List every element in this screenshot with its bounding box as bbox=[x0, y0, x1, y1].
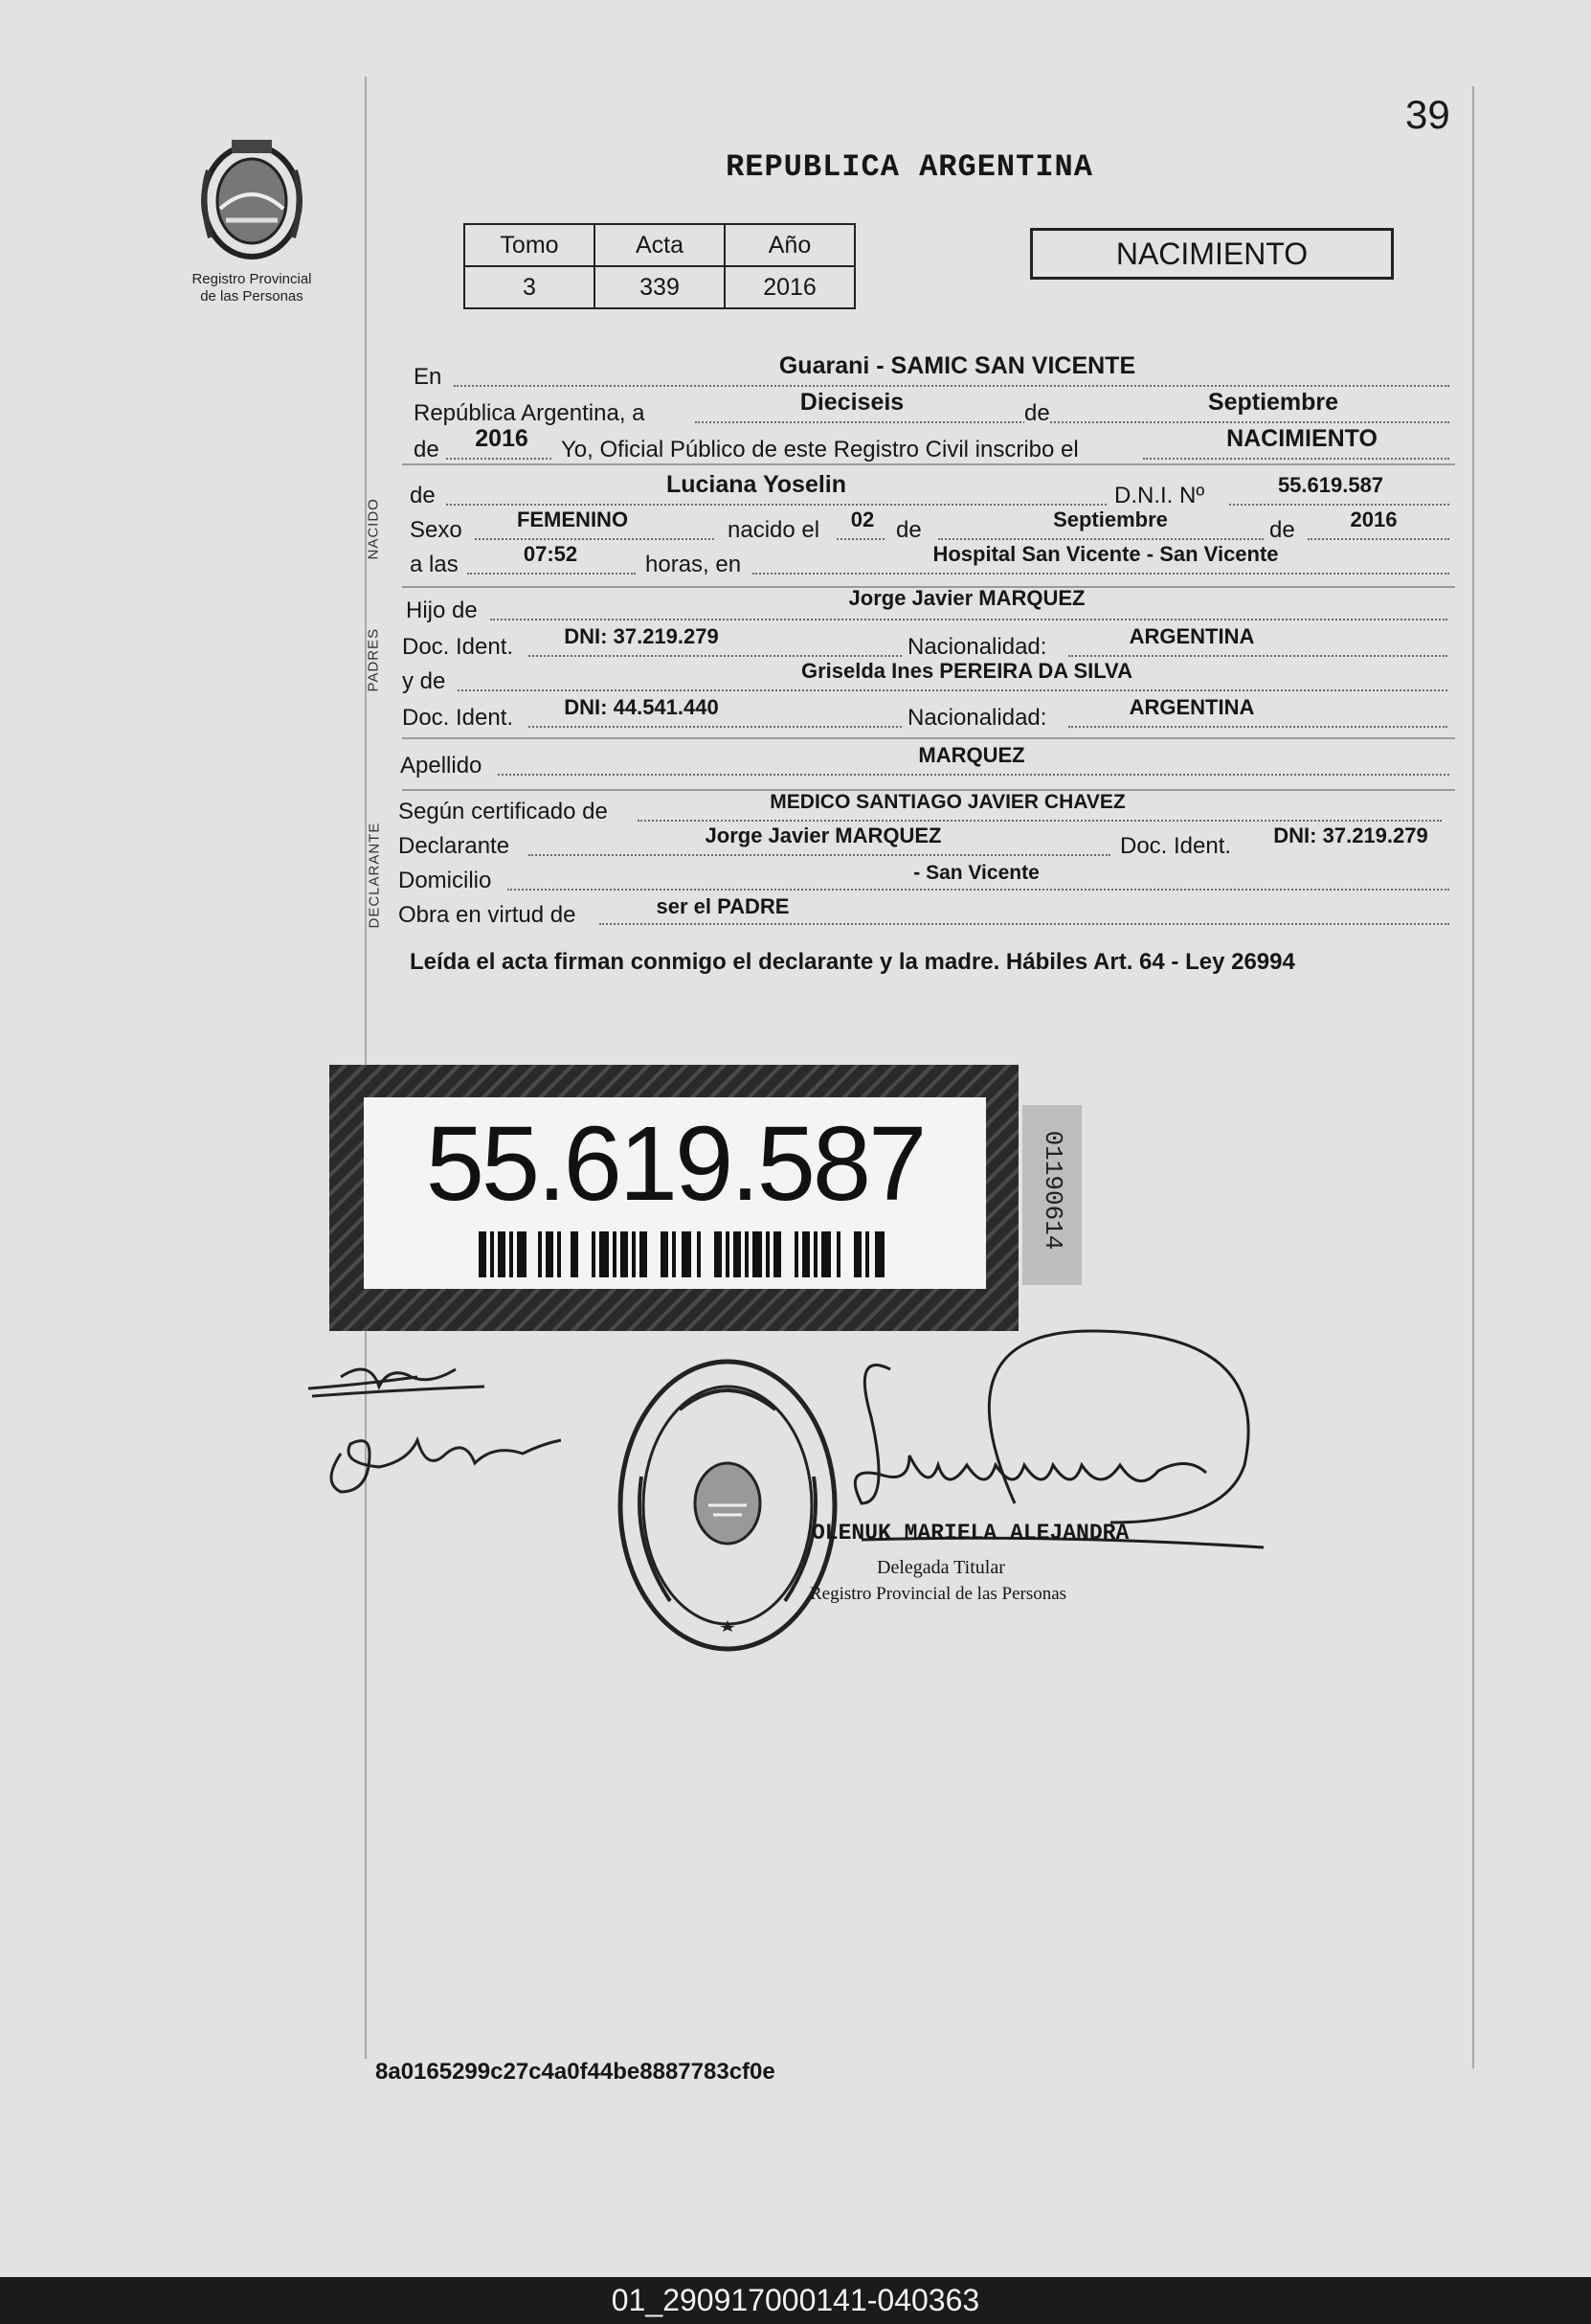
dotted-leader bbox=[1068, 655, 1447, 657]
declarant-label: Declarante bbox=[398, 833, 510, 859]
de-label: de bbox=[414, 437, 439, 463]
nationality-label: Nacionalidad: bbox=[908, 705, 1047, 731]
register-value-acta: 339 bbox=[594, 266, 725, 308]
dotted-leader bbox=[467, 573, 636, 575]
province-seal bbox=[174, 132, 329, 320]
dotted-leader bbox=[446, 458, 551, 460]
certificate-value: MEDICO SANTIAGO JAVIER CHAVEZ bbox=[770, 791, 1126, 813]
father-name: Jorge Javier MARQUEZ bbox=[848, 586, 1086, 610]
section-divider bbox=[402, 463, 1455, 465]
register-header-ano: Año bbox=[725, 224, 855, 266]
dotted-leader bbox=[528, 726, 902, 728]
father-label: Hijo de bbox=[406, 598, 478, 623]
register-header-tomo: Tomo bbox=[464, 224, 594, 266]
father-nationality: ARGENTINA bbox=[1129, 624, 1255, 648]
register-value-row bbox=[464, 266, 855, 308]
dni-sticker bbox=[329, 1065, 1019, 1331]
dotted-leader bbox=[638, 820, 1442, 822]
de-label: de bbox=[1269, 517, 1295, 543]
register-value-ano: 2016 bbox=[725, 266, 855, 308]
nationality-label: Nacionalidad: bbox=[908, 634, 1047, 660]
en-label: En bbox=[414, 364, 442, 390]
dotted-leader bbox=[1229, 504, 1449, 506]
acts-on-value: ser el PADRE bbox=[656, 894, 790, 918]
register-value-tomo: 3 bbox=[464, 266, 594, 308]
seal-caption-line2: de las Personas bbox=[200, 288, 303, 305]
document-hash: 8a0165299c27c4a0f44be8887783cf0e bbox=[375, 2059, 775, 2085]
sticker-dni-number: 55.619.587 bbox=[425, 1105, 925, 1223]
de-label: de bbox=[896, 517, 922, 543]
de-label: de bbox=[1024, 400, 1050, 426]
dotted-leader bbox=[507, 889, 1449, 891]
page-number: 39 bbox=[1405, 92, 1450, 137]
hours-label: horas, en bbox=[645, 552, 742, 577]
registration-day: Dieciseis bbox=[799, 389, 905, 416]
birth-year: 2016 bbox=[1350, 508, 1398, 531]
dotted-leader bbox=[752, 573, 1449, 575]
coat-of-arms-icon bbox=[190, 132, 314, 266]
address-label: Domicilio bbox=[398, 868, 492, 893]
section-label-padres: PADRES bbox=[365, 627, 382, 692]
dotted-leader bbox=[490, 619, 1447, 620]
dni-label: D.N.I. Nº bbox=[1114, 483, 1205, 508]
mother-name: Griselda Ines PEREIRA DA SILVA bbox=[801, 659, 1132, 683]
signatory-role: Delegada Titular bbox=[877, 1557, 1005, 1578]
mother-label: y de bbox=[402, 668, 446, 694]
legal-text: Leída el acta firman conmigo el declarante y la madre. Hábiles Art. 64 - Ley 26994 bbox=[410, 949, 1295, 975]
doc-label: Doc. Ident. bbox=[402, 634, 514, 660]
register-header-acta: Acta bbox=[594, 224, 725, 266]
dotted-leader bbox=[454, 385, 1449, 387]
mother-doc: DNI: 44.541.440 bbox=[564, 695, 719, 719]
right-margin-line bbox=[1472, 86, 1474, 2068]
child-sex: FEMENINO bbox=[516, 508, 629, 531]
signatory-organization: Registro Provincial de las Personas bbox=[810, 1584, 1067, 1604]
dotted-leader bbox=[1143, 458, 1449, 460]
dotted-leader bbox=[1308, 538, 1449, 540]
registration-month: Septiembre bbox=[1207, 389, 1339, 416]
official-signature-icon bbox=[823, 1312, 1283, 1599]
official-stamp-icon bbox=[613, 1352, 842, 1658]
registration-year: 2016 bbox=[475, 425, 528, 452]
signatory-name: OLENUK MARIELA ALEJANDRA bbox=[812, 1521, 1130, 1546]
sexo-label: Sexo bbox=[410, 517, 462, 543]
doc-label: Doc. Ident. bbox=[402, 705, 514, 731]
surname-label: Apellido bbox=[400, 753, 482, 778]
child-name: Luciana Yoselin bbox=[665, 471, 847, 498]
time-label: a las bbox=[410, 552, 459, 577]
section-divider bbox=[402, 737, 1455, 739]
dotted-leader bbox=[446, 504, 1107, 506]
address-value: - San Vicente bbox=[913, 862, 1040, 884]
doc-label: Doc. Ident. bbox=[1120, 833, 1232, 859]
child-dni: 55.619.587 bbox=[1277, 473, 1384, 497]
dotted-leader bbox=[475, 538, 714, 540]
register-header-row bbox=[464, 224, 855, 266]
surname-value: MARQUEZ bbox=[918, 743, 1025, 767]
dotted-leader bbox=[458, 689, 1447, 691]
dotted-leader bbox=[528, 655, 902, 657]
birth-month: Septiembre bbox=[1053, 508, 1168, 531]
sticker-label bbox=[364, 1097, 986, 1289]
dotted-leader bbox=[498, 774, 1449, 776]
serial-number: 01190614 bbox=[1039, 1130, 1067, 1251]
barcode-icon bbox=[479, 1231, 890, 1277]
father-doc: DNI: 37.219.279 bbox=[564, 624, 719, 648]
country-title: REPUBLICA ARGENTINA bbox=[726, 149, 1093, 185]
dotted-leader bbox=[695, 421, 1449, 423]
record-kind: NACIMIENTO bbox=[1226, 425, 1378, 452]
born-label: nacido el bbox=[728, 517, 820, 543]
section-label-declarante: DECLARANTE bbox=[366, 822, 383, 929]
dotted-leader bbox=[599, 923, 1449, 925]
scan-footer-id: 01_290917000141-040363 bbox=[0, 2277, 1591, 2324]
registration-place: Guarani - SAMIC SAN VICENTE bbox=[778, 352, 1136, 379]
declarant-doc: DNI: 37.219.279 bbox=[1273, 824, 1428, 847]
acts-on-label: Obra en virtud de bbox=[398, 902, 576, 928]
birth-time: 07:52 bbox=[523, 542, 578, 566]
dotted-leader bbox=[528, 854, 1110, 856]
serial-tag bbox=[1022, 1105, 1082, 1285]
certificate-label: Según certificado de bbox=[398, 799, 608, 824]
birth-place: Hospital San Vicente - San Vicente bbox=[932, 542, 1279, 566]
section-label-nacido: NACIDO bbox=[365, 498, 382, 560]
declarant-signature-icon bbox=[303, 1348, 580, 1511]
birth-day: 02 bbox=[850, 508, 875, 531]
seal-caption-line1: Registro Provincial bbox=[191, 271, 312, 287]
record-type-box: NACIMIENTO bbox=[1030, 228, 1394, 280]
dotted-leader bbox=[1068, 726, 1447, 728]
declarant-name: Jorge Javier MARQUEZ bbox=[705, 824, 942, 847]
dotted-leader bbox=[837, 538, 885, 540]
country-label: República Argentina, a bbox=[414, 400, 645, 426]
de-label: de bbox=[410, 483, 436, 508]
mother-nationality: ARGENTINA bbox=[1129, 695, 1255, 719]
register-table bbox=[463, 223, 856, 309]
officer-text: Yo, Oficial Público de este Registro Civil inscribo el bbox=[561, 437, 1079, 463]
dotted-leader bbox=[938, 538, 1264, 540]
